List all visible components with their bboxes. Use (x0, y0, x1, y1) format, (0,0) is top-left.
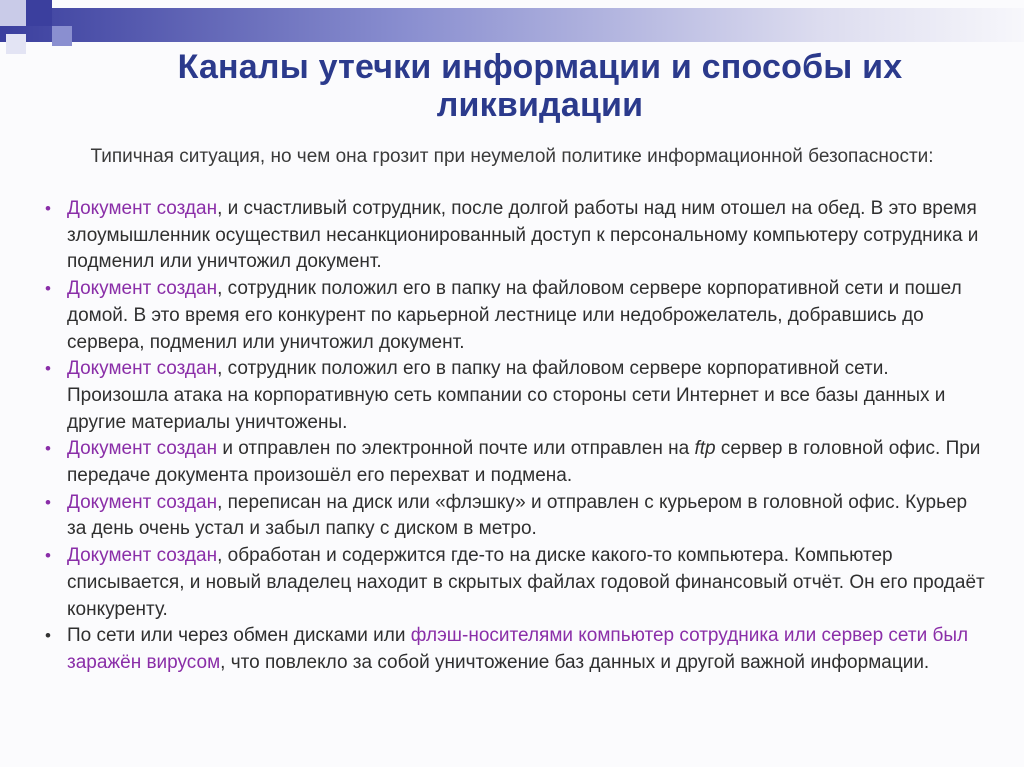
bullet-icon: • (45, 359, 51, 379)
list-item (38, 490, 986, 543)
bullet-icon: • (45, 439, 51, 459)
highlighted-phrase: Документ создан (67, 545, 218, 567)
list-item (38, 196, 986, 276)
item-text: , и счастливый сотрудник, после долгой работы над ним отошел на обед. В это время злоумышленник осуществил несанкционированный доступ к персональному компьютеру сотрудника и подменил или уничтожил документ. (67, 198, 979, 273)
decorative-square (26, 0, 52, 26)
bullet-icon: • (45, 199, 51, 218)
item-text: и отправлен по электронной почте или отправлен на (217, 438, 695, 460)
item-text: , обработан и содержится где-то на диске какого-то компьютера. Компьютер списывается, и новый владелец находит в скрытых файлах годовой финансовый отчёт. Он его продаёт конкуренту. (67, 545, 985, 620)
bullet-icon: • (45, 626, 51, 646)
item-text: сервер в головной офис. При передаче документа произошёл его перехват и подмена. (67, 438, 981, 487)
bullet-icon: • (45, 279, 51, 299)
list-item (38, 543, 986, 623)
header-gradient-band (0, 8, 1024, 42)
list-item (38, 276, 986, 356)
highlighted-phrase: флэш-носителями компьютер сотрудника или сервер сети был заражён вирусом (67, 625, 969, 673)
item-text: , сотрудник положил его в папку на файловом сервере корпоративной сети. Произошла атака на корпоративную сеть компании со стороны сети Интернет и все базы данных и другие материалы уничтожены. (67, 358, 946, 433)
highlighted-phrase: Документ создан (67, 198, 218, 219)
item-text-italic: ftp (694, 438, 716, 460)
intro-text: Типичная ситуация, но чем она грозит при неумелой политике информационной безопасности: (90, 146, 934, 167)
highlighted-phrase: Документ создан (67, 491, 218, 513)
item-text: , сотрудник положил его в папку на файловом сервере корпоративной сети и пошел домой. В это время его конкурент по карьерной лестнице или недоброжелатель, добравшись до сервера, подменил или уничтожил документ. (67, 278, 962, 353)
bullet-icon: • (45, 492, 51, 512)
item-text: , переписан на диск или «флэшку» и отправлен с курьером в головной офис. Курьер за день очень устал и забыл папку с диском в метро. (67, 491, 968, 540)
list-item (38, 356, 986, 436)
list-item (38, 623, 986, 676)
decorative-square (52, 26, 72, 46)
item-text: По сети или через обмен дисками или (67, 625, 411, 647)
highlighted-phrase: Документ создан (67, 358, 218, 380)
highlighted-phrase: Документ создан (67, 438, 218, 460)
bullet-icon: • (45, 546, 51, 566)
item-text: , что повлекло за собой уничтожение баз данных и другой важной информации. (220, 651, 930, 673)
slide-title: Каналы утечки информации и способы их ликвидации (177, 48, 903, 124)
decorative-square (6, 34, 26, 54)
highlighted-phrase: Документ создан (67, 278, 218, 300)
bullet-list (38, 196, 986, 677)
decorative-square (0, 0, 26, 26)
list-item (38, 436, 986, 489)
